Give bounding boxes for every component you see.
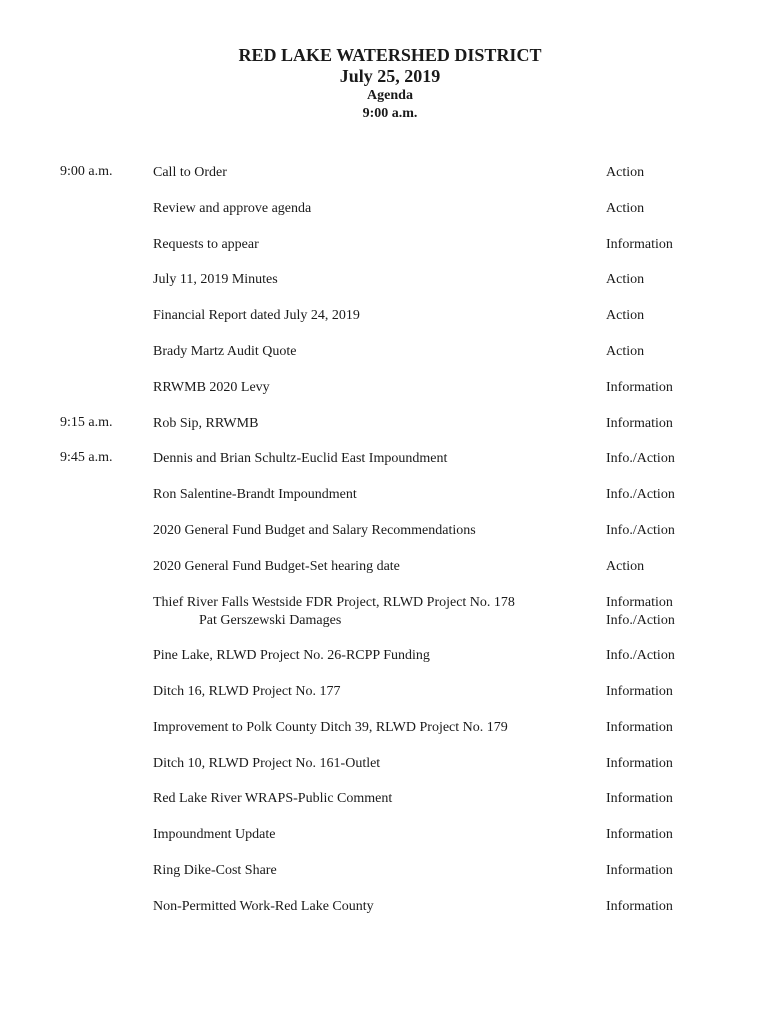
agenda-item: Dennis and Brian Schultz-Euclid East Impoundment xyxy=(153,451,448,467)
document-header xyxy=(0,44,770,123)
agenda-row xyxy=(0,554,770,590)
agenda-row xyxy=(0,411,770,447)
agenda-item-multiline xyxy=(153,594,515,630)
agenda-row xyxy=(0,715,770,751)
agenda-item: 2020 General Fund Budget and Salary Recommendations xyxy=(153,522,476,538)
agenda-status: Information xyxy=(606,719,673,735)
agenda-status: Action xyxy=(606,200,645,216)
agenda-item: Ditch 10, RLWD Project No. 161-Outlet xyxy=(153,755,381,771)
agenda-status: Information xyxy=(606,683,673,699)
agenda-row xyxy=(0,446,770,482)
agenda-item: Pine Lake, RLWD Project No. 26-RCPP Funding xyxy=(153,648,430,664)
agenda-status: Information xyxy=(606,862,673,878)
agenda-status: Information xyxy=(606,236,673,252)
agenda-status: Information xyxy=(606,791,673,807)
agenda-status-multiline xyxy=(606,594,675,630)
agenda-status: Information xyxy=(606,755,673,771)
agenda-status: Information xyxy=(606,594,673,610)
agenda-status: Action xyxy=(606,272,645,288)
agenda-item: Call to Order xyxy=(153,165,227,180)
agenda-item: Financial Report dated July 24, 2019 xyxy=(153,308,360,324)
meeting-time: 9:00 a.m. xyxy=(362,106,418,121)
agenda-status: Action xyxy=(606,165,645,180)
agenda-row xyxy=(0,751,770,787)
agenda-item: July 11, 2019 Minutes xyxy=(153,272,278,288)
agenda-status: Information xyxy=(606,827,673,843)
agenda-row xyxy=(0,786,770,822)
agenda-status: Information xyxy=(606,898,673,914)
agenda-status: Info./Action xyxy=(606,487,675,503)
agenda-status: Info./Action xyxy=(606,648,675,664)
agenda-row xyxy=(0,232,770,268)
agenda-item: Review and approve agenda xyxy=(153,200,312,216)
agenda-item: Improvement to Polk County Ditch 39, RLWD Project No. 179 xyxy=(153,719,508,735)
agenda-status: Info./Action xyxy=(606,522,675,538)
agenda-row xyxy=(0,267,770,303)
agenda-item: Red Lake River WRAPS-Public Comment xyxy=(153,791,393,807)
document-title: RED LAKE WATERSHED DISTRICT xyxy=(238,45,542,65)
agenda-row xyxy=(0,339,770,375)
agenda-time: 9:45 a.m. xyxy=(60,450,113,466)
agenda-status: Information xyxy=(606,415,673,431)
agenda-row xyxy=(0,643,770,679)
agenda-row xyxy=(0,822,770,858)
agenda-status: Action xyxy=(606,558,645,574)
agenda-status: Action xyxy=(606,308,645,324)
meeting-date: July 25, 2019 xyxy=(339,66,441,86)
agenda-item: Rob Sip, RRWMB xyxy=(153,415,259,431)
agenda-list xyxy=(0,160,770,930)
agenda-substatus: Info./Action xyxy=(606,612,675,628)
agenda-row xyxy=(0,160,770,196)
agenda-item: Ditch 16, RLWD Project No. 177 xyxy=(153,683,341,699)
agenda-row xyxy=(0,679,770,715)
agenda-row xyxy=(0,375,770,411)
agenda-label: Agenda xyxy=(367,88,413,103)
agenda-item: Ron Salentine-Brandt Impoundment xyxy=(153,487,357,503)
agenda-item: 2020 General Fund Budget-Set hearing date xyxy=(153,558,400,574)
agenda-status: Info./Action xyxy=(606,451,675,467)
agenda-time: 9:15 a.m. xyxy=(60,414,113,430)
agenda-item: Ring Dike-Cost Share xyxy=(153,862,277,878)
agenda-item: Brady Martz Audit Quote xyxy=(153,343,297,359)
agenda-row xyxy=(0,858,770,894)
agenda-item: RRWMB 2020 Levy xyxy=(153,379,270,395)
agenda-row xyxy=(0,590,770,644)
agenda-row xyxy=(0,482,770,518)
agenda-item: Requests to appear xyxy=(153,236,259,252)
agenda-subitem: Pat Gerszewski Damages xyxy=(199,612,342,628)
agenda-item: Thief River Falls Westside FDR Project, RLWD Project No. 178 xyxy=(153,594,515,610)
agenda-item: Non-Permitted Work-Red Lake County xyxy=(153,898,374,914)
agenda-item: Impoundment Update xyxy=(153,827,276,843)
agenda-status: Action xyxy=(606,343,645,359)
agenda-status: Information xyxy=(606,379,673,395)
agenda-row xyxy=(0,196,770,232)
agenda-row xyxy=(0,303,770,339)
agenda-time: 9:00 a.m. xyxy=(60,164,113,179)
agenda-row xyxy=(0,518,770,554)
agenda-row xyxy=(0,894,770,930)
